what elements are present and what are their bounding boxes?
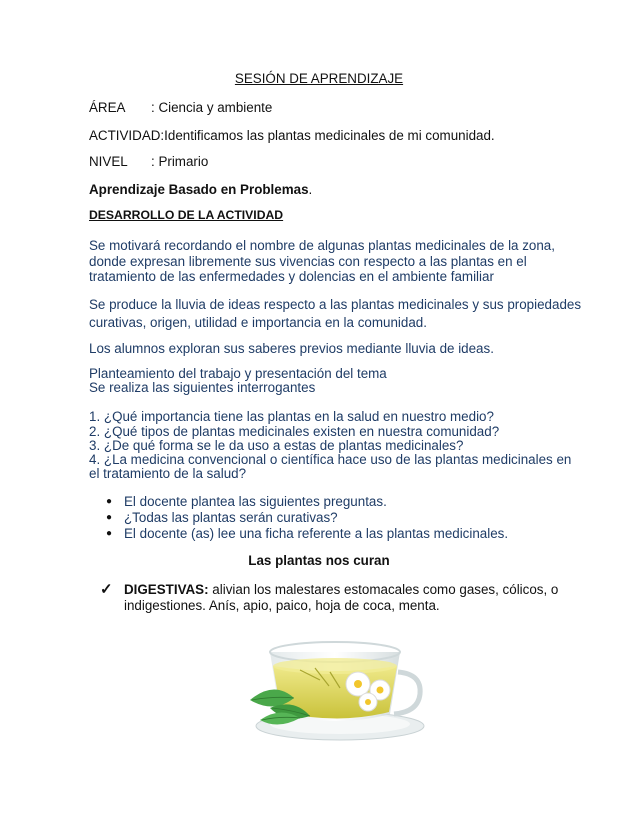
question-2: 2. ¿Qué tipos de plantas medicinales existen en nuestra comunidad? <box>89 424 500 439</box>
approach-line-1: Planteamiento del trabajo y presentación del tema <box>89 366 387 381</box>
digestive-line-1 <box>124 582 558 598</box>
brainstorm-line-2: curativas, origen, utilidad e importancia en la comunidad. <box>89 315 427 330</box>
bullet-dot-icon: ● <box>106 528 113 539</box>
digestive-line-2: indigestiones. Anís, apio, paico, hoja de coca, menta. <box>124 598 440 613</box>
approach-line-2: Se realiza las siguientes interrogantes <box>89 380 316 395</box>
level-value: : Primario <box>151 154 209 169</box>
digestive-text: alivian los malestares estomacales como gases, cólicos, o <box>208 582 559 597</box>
page-title: SESIÓN DE APRENDIZAJE <box>234 71 404 86</box>
motivation-line-2: donde expresan libremente sus vivencias con respecto a las plantas en el <box>89 254 527 269</box>
bullet-dot-icon: ● <box>106 512 113 523</box>
question-4-cont: el tratamiento de la salud? <box>89 466 247 481</box>
bullet-dot-icon: ● <box>106 496 113 507</box>
herbal-tea-illustration <box>240 630 430 765</box>
method-period: . <box>308 182 313 197</box>
level-label: NIVEL <box>89 154 128 169</box>
method-line <box>89 182 312 198</box>
question-3: 3. ¿De qué forma se le da uso a estas de plantas medicinales? <box>89 438 464 453</box>
bullet-item-2: ¿Todas las plantas serán curativas? <box>124 510 338 525</box>
checkmark-icon: ✓ <box>100 581 113 598</box>
activity-value: Identificamos las plantas medicinales de mi comunidad. <box>164 128 495 143</box>
bullet-item-1: El docente plantea las siguientes preguntas. <box>124 494 387 509</box>
subtitle: Las plantas nos curan <box>248 553 390 568</box>
brainstorm-line-1: Se produce la lluvia de ideas respecto a las plantas medicinales y sus propiedades <box>89 297 582 312</box>
method-name: Aprendizaje Basado en Problemas <box>89 182 309 197</box>
digestive-label: DIGESTIVAS: <box>124 582 209 597</box>
motivation-line-1: Se motivará recordando el nombre de algunas plantas medicinales de la zona, <box>89 238 555 253</box>
area-row <box>89 100 272 116</box>
area-label: ÁREA <box>89 100 126 115</box>
level-row <box>89 154 208 170</box>
area-value: : Ciencia y ambiente <box>151 100 273 115</box>
section-heading: DESARROLLO DE LA ACTIVIDAD <box>89 208 284 222</box>
activity-label: ACTIVIDAD: <box>89 128 165 143</box>
prior-knowledge: Los alumnos exploran sus saberes previos mediante lluvia de ideas. <box>89 341 494 356</box>
question-1: 1. ¿Qué importancia tiene las plantas en la salud en nuestro medio? <box>89 409 494 424</box>
motivation-line-3: tratamiento de las enfermedades y dolencias en el ambiente familiar <box>89 269 494 284</box>
question-4: 4. ¿La medicina convencional o científica hace uso de las plantas medicinales en <box>89 452 572 467</box>
activity-row <box>89 128 495 144</box>
bullet-item-3: El docente (as) lee una ficha referente a las plantas medicinales. <box>124 526 509 541</box>
